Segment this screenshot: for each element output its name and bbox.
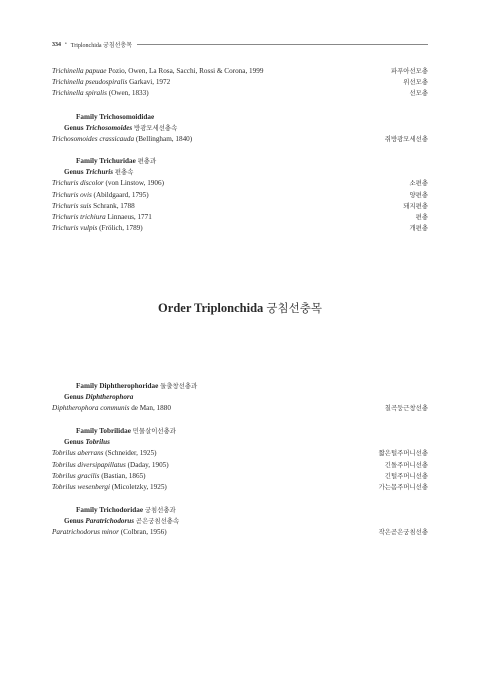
korean-name: 작은곧은궁침선충 — [378, 529, 428, 537]
species-authority: (Daday, 1905) — [127, 460, 169, 469]
species-name: Trichuris ovis — [52, 190, 92, 199]
species-entry — [52, 527, 167, 538]
family-heading: Family Trichuridae 편충과 — [76, 157, 157, 165]
genus-name: Paratrichodorus — [85, 517, 135, 526]
order-korean: 궁침선충목 — [266, 303, 322, 315]
species-authority: Garkavi, 1972 — [129, 78, 171, 87]
species-row — [52, 527, 428, 538]
species-entry — [52, 448, 156, 459]
trichodoridae-section — [52, 505, 428, 539]
korean-name: 긴돌주머니선충 — [384, 461, 428, 469]
korean-name: 돼지편충 — [403, 202, 428, 210]
order-heading — [0, 300, 480, 316]
species-authority: (von Linstow, 1906) — [105, 179, 164, 188]
species-name: Trichinella pseudospiralis — [52, 78, 128, 87]
species-name: Paratrichodorus minor — [52, 528, 119, 537]
species-name: Trichuris discolor — [52, 179, 104, 188]
genus-korean: 곧은궁침선충속 — [135, 518, 180, 526]
species-authority: de Man, 1880 — [131, 404, 171, 413]
species-entry — [52, 403, 171, 414]
species-entry — [52, 190, 149, 201]
species-entry — [52, 201, 135, 212]
species-entry — [52, 223, 143, 234]
korean-name: 긴털주머니선충 — [384, 472, 428, 480]
page-number: 334 — [52, 41, 61, 48]
species-row — [52, 471, 428, 482]
species-entry — [52, 460, 169, 471]
trichosomoididae-section — [52, 112, 428, 146]
species-authority: (Schneider, 1925) — [105, 449, 157, 458]
genus-heading: Genus Tobrilus — [64, 438, 110, 447]
family-korean: 편충과 — [137, 158, 157, 165]
family-korean: 궁침선충과 — [144, 507, 176, 514]
species-entry — [52, 482, 167, 493]
species-row — [52, 77, 428, 88]
genus-name: Trichuris — [85, 168, 114, 177]
family-heading: Family Trichodoridae 궁침선충과 — [76, 506, 176, 514]
species-row — [52, 66, 428, 77]
running-title: Triplonchida 궁침선충목 — [70, 43, 133, 49]
tobrilidae-section — [52, 426, 428, 493]
header-rule — [137, 44, 428, 45]
species-name: Tobrilus gracilis — [52, 471, 100, 480]
korean-name: 편충 — [415, 214, 428, 222]
running-header — [52, 40, 428, 49]
species-row — [52, 448, 428, 459]
korean-name: 개편충 — [409, 225, 428, 233]
family-heading: Family Tobrilidae 민물살이선충과 — [76, 427, 176, 435]
species-entry — [52, 66, 263, 77]
species-authority: Pozio, Owen, La Rosa, Sacchi, Rossi & Corona, 1999 — [108, 67, 264, 75]
korean-name: 양편충 — [409, 191, 428, 199]
order-title: Order Triplonchida — [158, 301, 264, 315]
species-authority: (Abildgaard, 1795) — [93, 190, 149, 199]
species-row — [52, 134, 428, 145]
species-name: Trichuris vulpis — [52, 224, 98, 233]
species-row — [52, 403, 428, 414]
species-authority: (Colbran, 1956) — [120, 528, 167, 537]
header-separator: • — [65, 42, 67, 47]
genus-heading: Genus Paratrichodorus 곧은궁침선충속 — [64, 517, 180, 526]
species-name: Trichuris trichiura — [52, 213, 106, 222]
species-row — [52, 178, 428, 189]
species-authority: Linnaeus, 1771 — [107, 213, 152, 222]
korean-name: 선모충 — [409, 90, 428, 98]
family-korean: 둘출창선충과 — [160, 383, 198, 390]
species-entry — [52, 77, 170, 88]
species-name: Tobrilus wesenbergi — [52, 483, 110, 492]
species-entry — [52, 88, 149, 99]
species-entry — [52, 212, 152, 223]
species-authority: (Bellingham, 1840) — [135, 135, 193, 144]
species-entry — [52, 178, 164, 189]
species-name: Tobrilus aberrans — [52, 449, 104, 458]
species-authority: (Micoletzky, 1925) — [111, 483, 167, 492]
genus-korean: 방광모세선충속 — [134, 125, 178, 133]
species-authority: Schrank, 1788 — [93, 201, 135, 210]
species-name: Diphtherophora communis — [52, 404, 130, 413]
species-row — [52, 223, 428, 234]
korean-name: 칠곡둥근창선충 — [384, 405, 428, 413]
korean-name: 파푸아선모충 — [390, 68, 428, 75]
species-name: Trichosomoides crassicauda — [52, 135, 135, 144]
genus-heading: Genus Diphtherophora — [64, 393, 134, 402]
species-row — [52, 190, 428, 201]
species-name: Trichinella papuae — [52, 67, 107, 75]
korean-name: 짧은털주머니선충 — [378, 450, 428, 458]
korean-name: 위선모충 — [403, 79, 428, 87]
species-row — [52, 482, 428, 493]
genus-korean: 편충속 — [114, 169, 134, 177]
species-row — [52, 201, 428, 212]
species-authority: (Frölich, 1789) — [99, 224, 143, 233]
species-entry — [52, 471, 146, 482]
species-authority: (Owen, 1833) — [108, 89, 149, 98]
species-name: Tobrilus diversipapillatus — [52, 460, 126, 469]
genus-name: Diphtherophora — [85, 393, 134, 402]
genus-heading: Genus Trichosomoides 방광모세선충속 — [64, 124, 178, 133]
family-heading: Family Trichosomoididae — [76, 113, 155, 121]
species-row — [52, 460, 428, 471]
korean-name: 쥐방광모세선충 — [384, 136, 428, 144]
family-korean: 민물살이선충과 — [132, 428, 176, 435]
genus-name: Tobrilus — [85, 438, 110, 447]
diphtherophoridae-section — [52, 381, 428, 415]
species-name: Trichinella spiralis — [52, 89, 107, 98]
genus-name: Trichosomoides — [85, 124, 133, 133]
korean-name: 소편충 — [409, 180, 428, 188]
trichinella-list — [52, 66, 428, 100]
korean-name: 가는몸주머니선충 — [378, 484, 428, 492]
family-heading: Family Diphtherophoridae 둘출창선충과 — [76, 382, 198, 390]
species-row — [52, 88, 428, 99]
trichuridae-section — [52, 156, 428, 234]
species-entry — [52, 134, 192, 145]
species-row — [52, 212, 428, 223]
species-authority: (Bastian, 1865) — [101, 471, 146, 480]
species-name: Trichuris suis — [52, 201, 92, 210]
genus-heading: Genus Trichuris 편충속 — [64, 168, 134, 177]
